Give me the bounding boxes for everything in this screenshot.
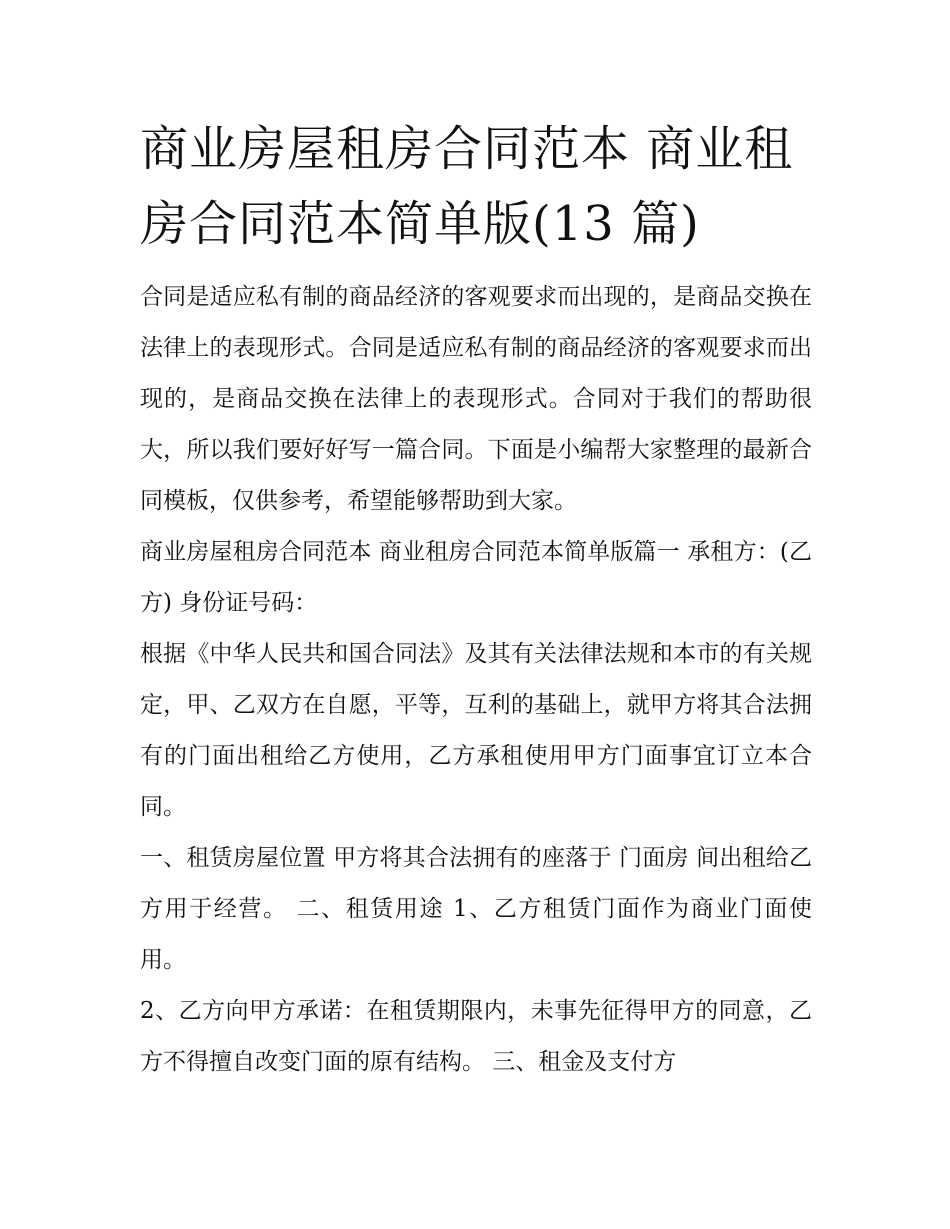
document-title: 商业房屋租房合同范本 商业租房合同范本简单版(13 篇) [140,121,794,252]
paragraph-legal-basis: 根据《中华人民共和国合同法》及其有关法律法规和本市的有关规定，甲、乙双方在自愿，平等，互利的基础上，就甲方将其合法拥有的门面出租给乙方使用，乙方承租使用甲方门面事宜订立本合同。 [140,641,812,820]
document-body [140,272,812,1088]
paragraph-clause-location-use: 一、租赁房屋位置 甲方将其合法拥有的座落于 门面房 间出租给乙方用于经营。 二、租赁用途 1、乙方租赁门面作为商业门面使用。 [140,845,812,973]
document-page [140,112,812,1088]
paragraph-section-heading: 商业房屋租房合同范本 商业租房合同范本简单版篇一 承租方：(乙方) 身份证号码： [140,539,812,616]
paragraph-intro: 合同是适应私有制的商品经济的客观要求而出现的，是商品交换在法律上的表现形式。合同是适应私有制的商品经济的客观要求而出现的，是商品交换在法律上的表现形式。合同对于我们的帮助很大，所以我们要好好写一篇合同。下面是小编帮大家整理的最新合同模板，仅供参考，希望能够帮助到大家。 [140,284,812,514]
paragraph-clause-commitment: 2、乙方向甲方承诺：在租赁期限内，未事先征得甲方的同意，乙方不得擅自改变门面的原有结构。 三、租金及支付方 [140,998,812,1075]
